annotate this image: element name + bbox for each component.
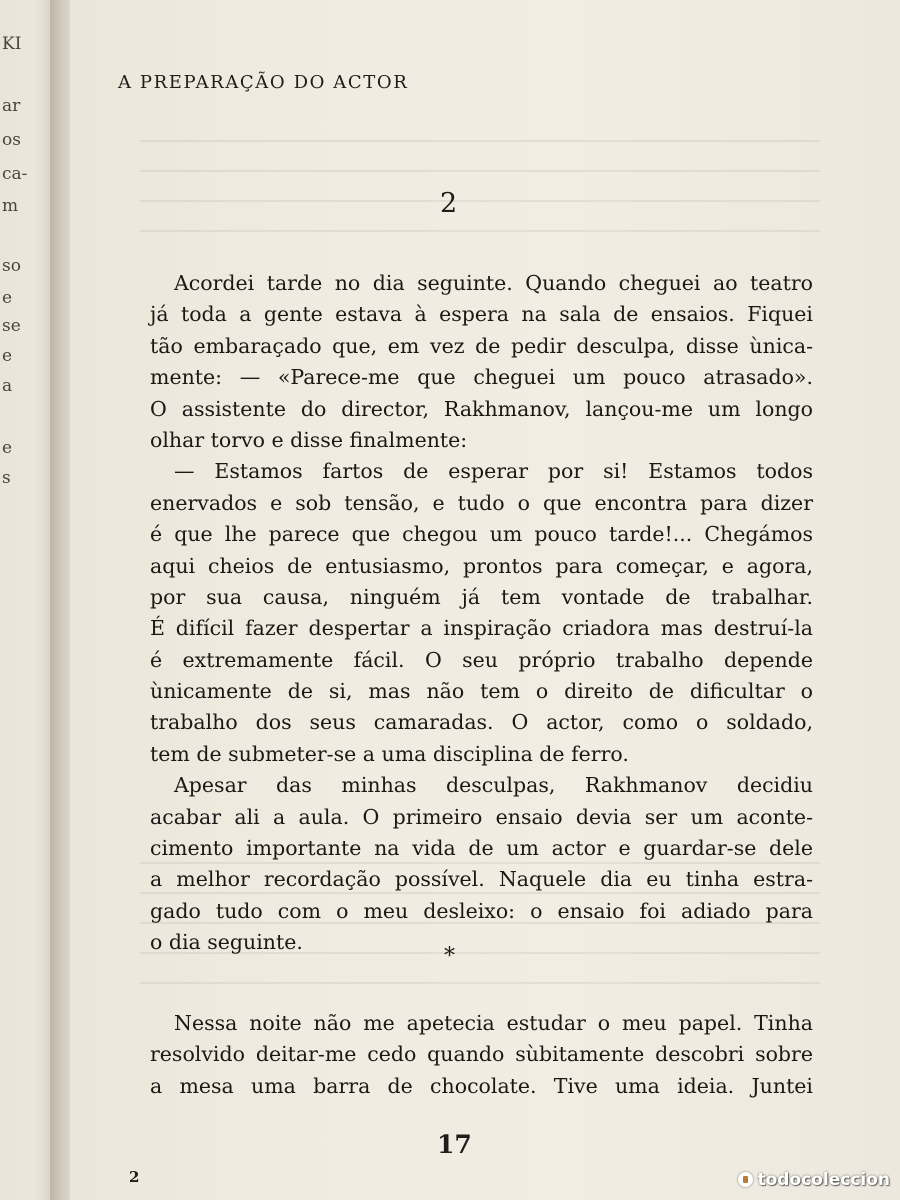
text-line: resolvido deitar-me cedo quando sùbitamente descobri sobre [150,1042,813,1067]
text-line: Acordei tarde no dia seguinte. Quando cheguei ao teatro [174,271,813,295]
text-line: o dia seguinte. [150,930,303,955]
left-page-fragment: e [2,346,13,366]
chapter-number: 2 [440,188,458,219]
text-line: gado tudo com o meu desleixo: o ensaio foi adiado para [150,898,813,923]
book-page [70,0,900,1200]
left-page-fragment: e [2,288,13,308]
text-line: É difícil fazer despertar a inspiração criadora mas destruí-la [150,616,813,641]
watermark-text: todocoleccion [757,1170,890,1190]
text-line: mente: — «Parece-me que cheguei um pouco atrasado». [150,365,813,390]
page-number: 17 [437,1130,472,1159]
text-line: acabar ali a aula. O primeiro ensaio devia ser um aconte- [150,804,813,829]
text-line: — Estamos fartos de esperar por si! Estamos todos [174,459,813,484]
left-page-fragment: s [2,468,11,488]
left-page-fragment: os [2,130,21,150]
running-head: A PREPARAÇÃO DO ACTOR [118,72,409,93]
text-line: cimento importante na vida de um actor e guardar-se dele [150,836,813,861]
left-page-fragment: so [2,256,21,276]
text-line: é extremamente fácil. O seu próprio trabalho depende [150,647,813,672]
text-line: ùnicamente de si, mas não tem o direito de dificultar o [150,679,813,704]
text-line: Nessa noite não me apetecia estudar o meu papel. Tinha [174,1011,813,1035]
left-page-fragment: KI [2,34,22,54]
signature-mark: 2 [129,1168,140,1186]
left-page-fragment: e [2,438,13,458]
text-line: olhar torvo e disse finalmente: [150,427,468,452]
watermark [738,1170,890,1190]
section-separator: * [444,944,455,969]
text-line: é que lhe parece que chegou um pouco tarde!... Chegámos [150,522,813,547]
left-page-fragment: ca- [2,164,28,184]
left-page-fragment: m [2,196,19,216]
body-text-block [150,1008,813,1102]
text-line: a melhor recordação possível. Naquele dia eu tinha estra- [150,867,813,892]
left-page-fragment: a [2,376,13,396]
text-line: já toda a gente estava à espera na sala de ensaios. Fiquei [150,302,813,327]
left-page-fragment: ar [2,96,21,116]
text-line: Apesar das minhas desculpas, Rakhmanov decidiu [174,773,813,798]
left-page-fragment: se [2,316,21,336]
body-text-block [150,268,813,959]
text-line: trabalho dos seus camaradas. O actor, como o soldado, [150,710,813,735]
text-line: enervados e sob tensão, e tudo o que encontra para dizer [150,490,813,515]
show-through-texture [140,128,820,248]
text-line: a mesa uma barra de chocolate. Tive uma ideia. Juntei [150,1073,813,1098]
shop-logo-icon [738,1172,753,1187]
text-line: aqui cheios de entusiasmo, prontos para começar, e agora, [150,553,813,578]
text-line: por sua causa, ninguém já tem vontade de trabalhar. [150,584,813,609]
text-line: tão embaraçado que, em vez de pedir desculpa, disse ùnica- [150,333,813,358]
text-line: O assistente do director, Rakhmanov, lançou-me um longo [150,396,813,421]
text-line: tem de submeter-se a uma disciplina de ferro. [150,741,629,766]
